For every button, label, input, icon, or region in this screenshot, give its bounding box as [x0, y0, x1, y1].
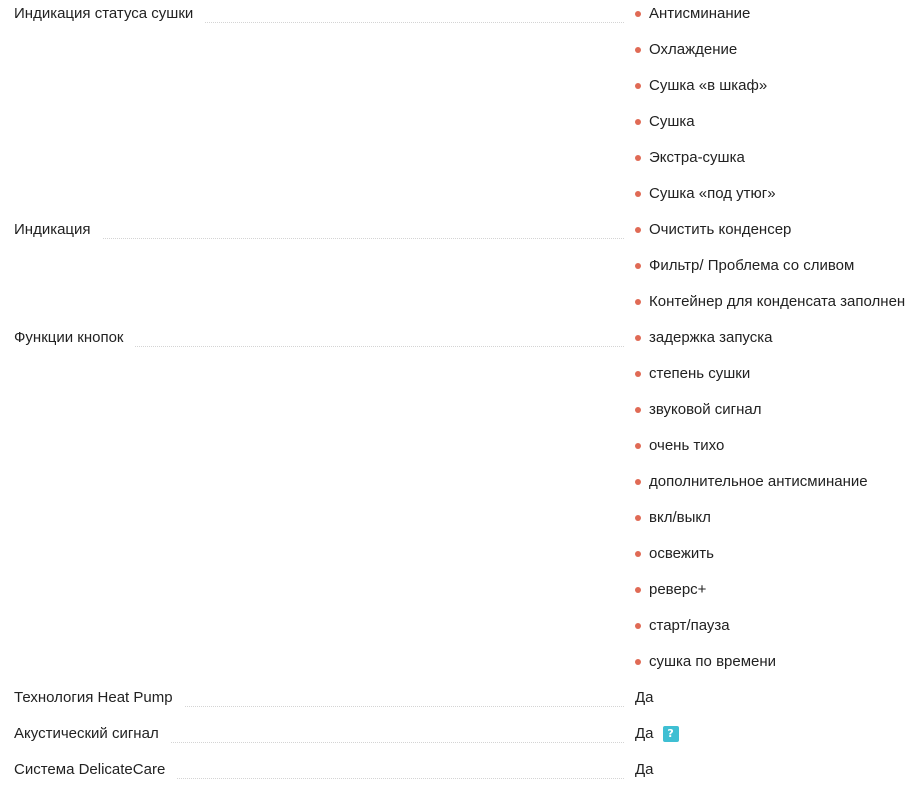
bullet-icon: [635, 11, 641, 17]
bullet-icon: [635, 623, 641, 629]
spec-value-item: [635, 360, 923, 396]
spec-label-cell: [0, 756, 624, 792]
spec-label: Индикация: [14, 221, 91, 238]
spec-row: [0, 720, 923, 756]
bullet-icon: [635, 263, 641, 269]
spec-value-item: [635, 324, 923, 360]
spec-row: [0, 0, 923, 216]
spec-label: Индикация статуса сушки: [14, 5, 194, 22]
bullet-icon: [635, 443, 641, 449]
spec-value-text: реверс+: [649, 581, 707, 598]
spec-value-text: Да: [635, 725, 654, 742]
bullet-icon: [635, 227, 641, 233]
spec-value-item: [635, 108, 923, 144]
spec-value-text: Да: [635, 761, 654, 778]
spec-value-text: вкл/выкл: [649, 509, 711, 526]
spec-row: [0, 216, 923, 324]
spec-value-text: старт/пауза: [649, 617, 730, 634]
spec-value-item: [635, 36, 923, 72]
spec-value-text: Да: [635, 689, 654, 706]
bullet-icon: [635, 83, 641, 89]
spec-value-item: [635, 468, 923, 504]
bullet-icon: [635, 155, 641, 161]
spec-label: Технология Heat Pump: [14, 689, 173, 706]
spec-values: [624, 684, 923, 720]
spec-label-cell: [0, 684, 624, 720]
spec-value-item: [635, 252, 923, 288]
spec-label-cell: [0, 324, 624, 360]
spec-value-item: [635, 288, 923, 324]
bullet-icon: [635, 479, 641, 485]
spec-value-text: степень сушки: [649, 365, 751, 382]
bullet-icon: [635, 407, 641, 413]
dotted-leader: [135, 346, 624, 347]
spec-value-text: Очистить конденсер: [649, 221, 792, 238]
dotted-leader: [177, 778, 624, 779]
spec-row: [0, 324, 923, 684]
spec-values: [624, 0, 923, 216]
spec-value-item: [635, 648, 923, 684]
dotted-leader: [103, 238, 624, 239]
spec-value-text: Сушка «в шкаф»: [649, 77, 768, 94]
spec-value-item: [635, 432, 923, 468]
spec-value-item: [635, 0, 923, 36]
bullet-icon: [635, 119, 641, 125]
spec-value-item: [635, 72, 923, 108]
spec-value-item: [635, 216, 923, 252]
dotted-leader: [185, 706, 624, 707]
spec-row: [0, 684, 923, 720]
spec-value-text: Сушка «под утюг»: [649, 185, 776, 202]
spec-values: [624, 216, 923, 324]
spec-values: [624, 756, 923, 792]
spec-label-cell: [0, 720, 624, 756]
spec-values: [624, 720, 923, 756]
dotted-leader: [171, 742, 624, 743]
question-icon[interactable]: ?: [663, 726, 679, 742]
spec-value-item: [635, 540, 923, 576]
spec-value-item: [635, 756, 923, 792]
bullet-icon: [635, 587, 641, 593]
spec-value-item: [635, 504, 923, 540]
spec-value-text: Антисминание: [649, 5, 751, 22]
spec-value-text: сушка по времени: [649, 653, 777, 670]
spec-value-item: [635, 396, 923, 432]
spec-value-text: дополнительное антисминание: [649, 473, 868, 490]
spec-value-item: [635, 612, 923, 648]
bullet-icon: [635, 371, 641, 377]
spec-value-text: звуковой сигнал: [649, 401, 762, 418]
spec-value-item: [635, 144, 923, 180]
spec-label: Система DelicateCare: [14, 761, 166, 778]
spec-value-text: освежить: [649, 545, 714, 562]
spec-value-item: [635, 180, 923, 216]
spec-value-text: Фильтр/ Проблема со сливом: [649, 257, 855, 274]
spec-value-item: [635, 576, 923, 612]
spec-label-cell: [0, 216, 624, 252]
dotted-leader: [205, 22, 624, 23]
spec-value-text: Экстра-сушка: [649, 149, 745, 166]
spec-value-text: Контейнер для конденсата заполнен: [649, 293, 906, 310]
spec-label-cell: [0, 0, 624, 36]
bullet-icon: [635, 335, 641, 341]
spec-values: [624, 324, 923, 684]
spec-value-text: Сушка: [649, 113, 695, 130]
bullet-icon: [635, 551, 641, 557]
spec-row: [0, 756, 923, 792]
spec-label: Акустический сигнал: [14, 725, 159, 742]
bullet-icon: [635, 659, 641, 665]
bullet-icon: [635, 515, 641, 521]
bullet-icon: [635, 47, 641, 53]
spec-value-text: задержка запуска: [649, 329, 773, 346]
spec-value-text: очень тихо: [649, 437, 725, 454]
spec-label: Функции кнопок: [14, 329, 124, 346]
spec-value-item: [635, 684, 923, 720]
bullet-icon: [635, 191, 641, 197]
spec-value-text: Охлаждение: [649, 41, 738, 58]
bullet-icon: [635, 299, 641, 305]
spec-value-item: [635, 720, 923, 756]
